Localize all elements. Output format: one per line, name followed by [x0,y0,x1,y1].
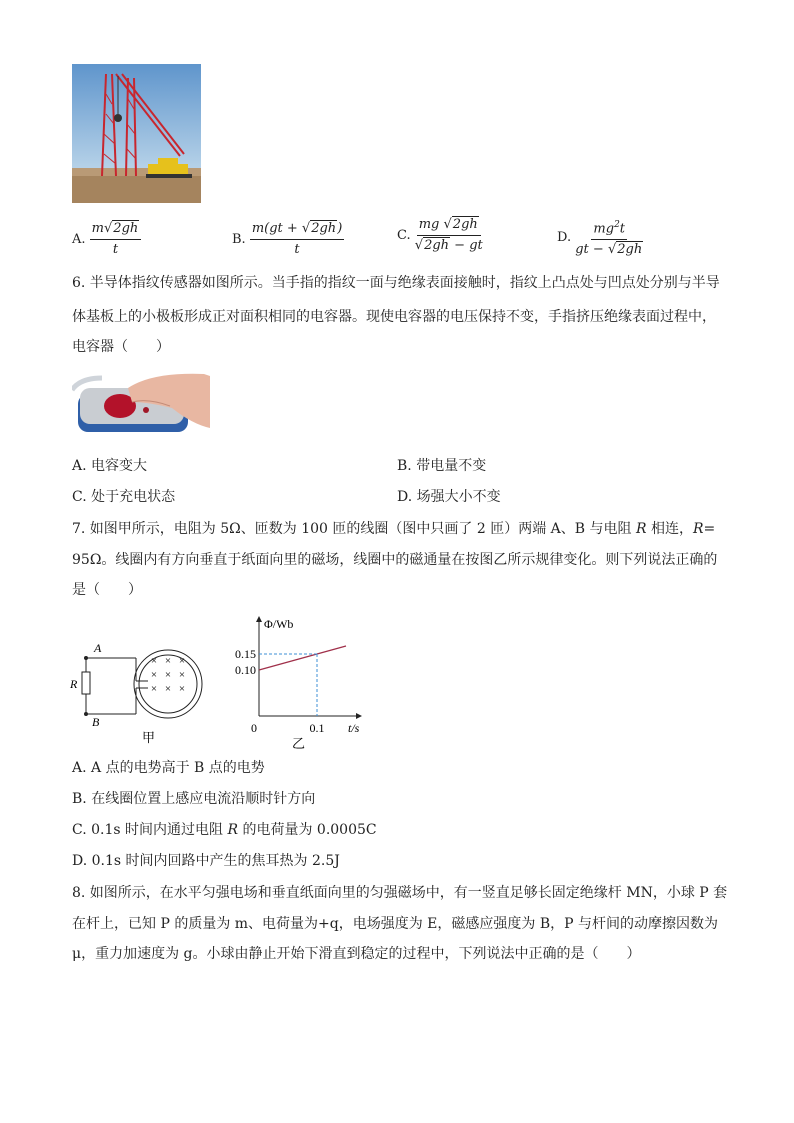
field-cross: × [164,655,172,667]
q7-option-b: B. 在线圈位置上感应电流沿顺时针方向 [72,791,316,807]
field-cross: × [164,669,172,681]
option-label: A. [72,232,86,247]
q7-line-1-r: R [635,521,647,537]
q8-line-1: 8. 如图所示，在水平匀强电场和垂直纸面向里的匀强磁场中，有一竖直足够长固定绝缘杆 MN，小球 P 套 [72,885,728,901]
q6-line-3: 电容器（ ） [72,339,170,355]
formula-d: $\frac{mg^2t}{gt - √2gh}$ [575,216,643,259]
q7-line-1 [72,519,715,539]
q7-line-1-post: = [703,521,716,537]
formula-a: $\frac{m√2gh}{t}$ [90,220,142,259]
figure-jia-caption: 甲 [142,731,156,746]
q7-line-2: 95Ω。线圈内有方向垂直于纸面向里的磁场，线圈中的磁通量在按图乙所示规律变化。则下列说法正确的 [72,552,718,568]
field-cross: × [150,669,158,681]
figure-yi [226,612,376,752]
q6-option-b: B. 带电量不变 [397,458,487,474]
terminal-a-label: A [94,641,102,655]
y-tick-label: 0.10 [235,663,256,677]
q7-option-c [72,820,377,840]
x-axis-arrow [356,713,362,719]
x-tick-label: 0.1 [309,721,325,735]
q7-option-c-r: R [227,822,239,838]
field-cross: × [178,655,186,667]
q8-line-3: μ，重力加速度为 g。小球由静止开始下滑直到稳定的过程中，下列说法中正确的是（ ） [72,946,641,962]
field-cross: × [178,683,186,695]
field-cross: × [150,683,158,695]
q5-option-b [232,220,344,259]
q6-option-d: D. 场强大小不变 [397,489,501,505]
field-cross: × [150,655,158,667]
q7-line-1-r2: R [692,521,704,537]
q5-option-d [557,216,643,259]
q5-option-c [397,216,483,255]
option-label: D. [557,230,572,246]
y-axis-label: Φ/Wb [264,617,294,631]
formula-c: $\frac{mg √2gh}{√2gh - gt}$ [414,217,483,253]
q7-line-3: 是（ ） [72,582,142,598]
field-cross: × [164,683,172,695]
q8-line-2: 在杆上，已知 P 的质量为 m、电荷量为+q，电场强度为 E，磁感应强度为 B，P 与杆间的动摩擦因数为 [72,916,719,932]
resistor-label: R [70,677,78,691]
q6-option-c: C. 处于充电状态 [72,489,176,505]
formula-b: $\frac{m(gt + √2gh)}{t}$ [251,221,343,257]
figure-yi-caption: 乙 [292,737,306,752]
q7-option-d: D. 0.1s 时间内回路中产生的焦耳热为 2.5J [72,853,340,869]
q7-option-a: A. A 点的电势高于 B 点的电势 [72,760,265,776]
q7-option-c-post: 的电荷量为 0.0005C [238,822,377,838]
q7-line-1-pre: 7. 如图甲所示，电阻为 5Ω、匝数为 100 匝的线圈（图中只画了 2 匝）两端 A、B 与电阻 [72,521,636,537]
q7-option-c-pre: C. 0.1s 时间内通过电阻 [72,822,228,838]
q5-option-a [72,220,141,259]
y-axis-arrow [256,616,262,622]
q6-line-1: 6. 半导体指纹传感器如图所示。当手指的指纹一面与绝缘表面接触时，指纹上凸点处与凹点处分别与半导 [72,275,720,291]
q7-line-1-mid: 相连， [646,521,693,537]
q6-line-2: 体基板上的小极板形成正对面积相同的电容器。现使电容器的电压保持不变，手指挤压绝缘表面过程中， [72,309,716,325]
x-axis-label: t/s [348,721,360,735]
terminal-b-dot [84,712,88,716]
option-label: B. [232,232,246,247]
option-label: C. [397,228,411,243]
figure-jia [68,626,218,750]
terminal-a-dot [84,656,88,660]
y-tick-label: 0.15 [235,647,256,661]
origin-label: 0 [251,721,257,735]
field-cross: × [178,669,186,681]
q6-option-a: A. 电容变大 [72,458,148,474]
fingerprint-sensor-photo [72,368,210,444]
flux-line [259,646,346,670]
terminal-b-label: B [92,715,100,729]
crane-photo [72,64,201,203]
